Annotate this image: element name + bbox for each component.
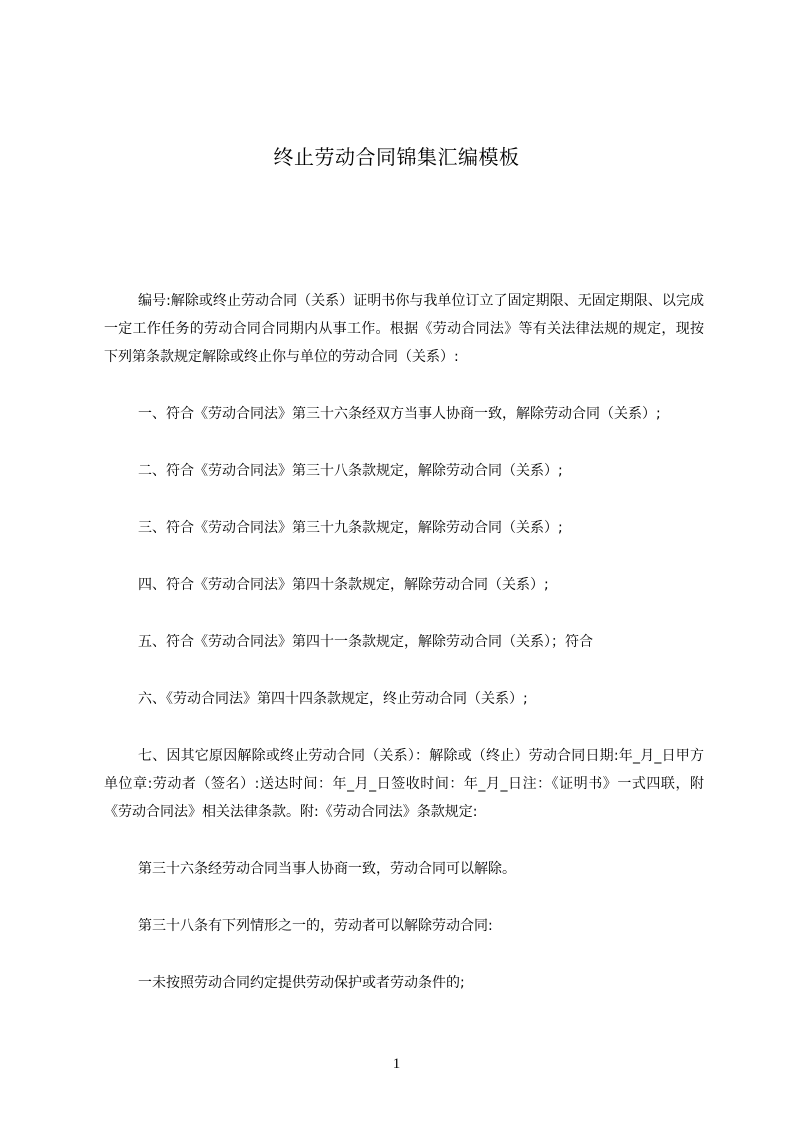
paragraph-item-2: 二、符合《劳动合同法》第三十八条款规定，解除劳动合同（关系）;: [138, 463, 563, 479]
paragraph-item-4: 四、符合《劳动合同法》第四十条款规定，解除劳动合同（关系）;: [138, 577, 549, 593]
paragraph-article-38-item-1: 一未按照劳动合同约定提供劳动保护或者劳动条件的;: [138, 975, 465, 991]
paragraph-item-6: 六、《劳动合同法》第四十四条款规定，终止劳动合同（关系）;: [138, 691, 528, 707]
paragraph-item-5: 五、符合《劳动合同法》第四十一条款规定，解除劳动合同（关系）；符合: [138, 634, 593, 650]
page-number: 1: [392, 1056, 401, 1072]
document-body: [104, 287, 704, 997]
paragraph-article-36: 第三十六条经劳动合同当事人协商一致，劳动合同可以解除。: [138, 861, 516, 877]
paragraph-item-7: 七、因其它原因解除或终止劳动合同（关系）：解除或（终止）劳动合同日期:年_月_日甲方单位章:劳动者（签名）:送达时间：年_月_日签收时间：年_月_日注：《证明书》一式四联，附《劳动合同法》相关法律条款。附:《劳动合同法》条款规定:: [104, 748, 704, 820]
paragraph-item-3: 三、符合《劳动合同法》第三十九条款规定，解除劳动合同（关系）;: [138, 520, 563, 536]
paragraph-item-1: 一、符合《劳动合同法》第三十六条经双方当事人协商一致，解除劳动合同（关系）;: [138, 406, 661, 422]
document-title: 终止劳动合同锦集汇编模板: [273, 145, 520, 169]
paragraph-article-38: 第三十八条有下列情形之一的，劳动者可以解除劳动合同:: [138, 918, 493, 934]
paragraph-intro: 编号:解除或终止劳动合同（关系）证明书你与我单位订立了固定期限、无固定期限、以完成一定工作任务的劳动合同合同期内从事工作。根据《劳动合同法》等有关法律法规的规定，现按下列第条款规定解除或终止你与单位的劳动合同（关系）:: [104, 293, 704, 365]
